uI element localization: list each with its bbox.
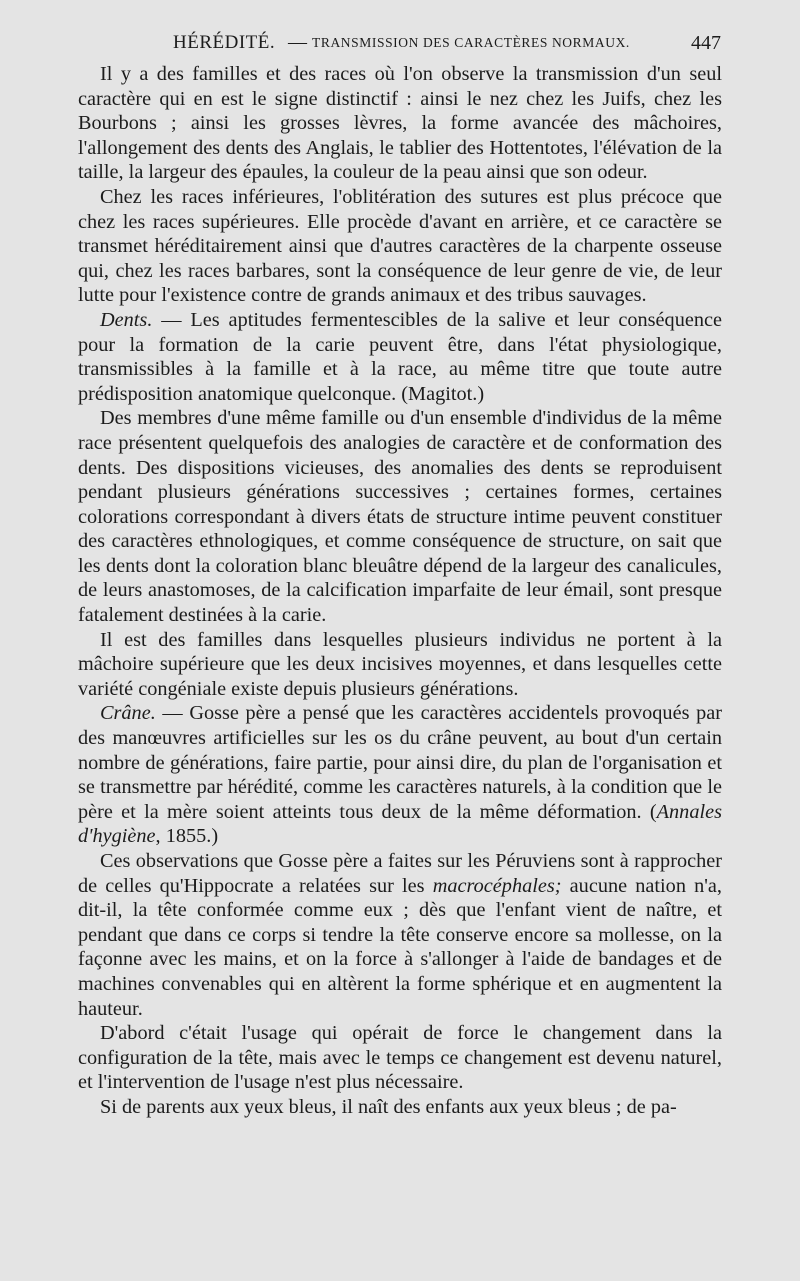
running-subtitle: TRANSMISSION DES CARACTÈRES NORMAUX. xyxy=(312,35,630,50)
header-dash: — xyxy=(288,32,307,53)
running-header xyxy=(78,30,723,56)
paragraph-text: — Gosse père a pensé que les caractères accidentels provoqués par des manœuvres artificielles sur les os du crâne peuvent, au bout d'un certain nombre de générations, faire partie, pour ainsi dire, du plan de l'organisation et se transmettre par hérédité, comme les caractères naturels, à la condition que le père et la mère soient atteints tous deux de la même déformation. ( xyxy=(78,702,722,823)
body-text xyxy=(78,62,722,1120)
running-title: HÉRÉDITÉ. xyxy=(173,32,276,53)
paragraph-heredity-families xyxy=(78,62,722,185)
paragraph-text: aucune nation n'a, dit-il, la tête conformée comme eux ; dès que l'enfant vient de naître, et pendant que dans ce corps si tendre la tête conserve encore sa mollesse, on la façonne avec les mains, et on la force à s'allonger à l'aide de bandages et de machines convenables qui en altèrent la forme sphérique et en augmentent la hauteur. xyxy=(78,874,722,1020)
paragraph-text: D'abord c'était l'usage qui opérait de force le changement dans la configuration de la tête, mais avec le temps ce changement est devenu naturel, et l'intervention de l'usage n'est plus nécessaire. xyxy=(78,1022,722,1094)
paragraph-incisives xyxy=(78,628,722,702)
paragraph-text: Ces observations que Gosse père a faites sur les Péruviens sont à rapprocher de celles qu'Hippocrate a relatées sur les xyxy=(78,850,722,897)
paragraph-text: Il y a des familles et des races où l'on observe la transmission d'un seul caractère qui en est le signe distinctif : ainsi le nez chez les Juifs, chez les Bourbons ; ainsi les grosses lèvres, la forme avancée des mâchoires, l'allongement des dents des Anglais, le tablier des Hottentotes, l'élévation de la taille, la largeur des épaules, la couleur de la peau ainsi que son odeur. xyxy=(78,63,722,184)
paragraph-crane xyxy=(78,701,722,849)
paragraph-sutures xyxy=(78,185,722,308)
paragraph-text: Si de parents aux yeux bleus, il naît des enfants aux yeux bleus ; de pa- xyxy=(100,1095,677,1118)
paragraph-dents xyxy=(78,308,722,406)
citation-year: , 1855.) xyxy=(155,825,219,848)
citation-title: Annales d'hygiène xyxy=(78,800,722,848)
paragraph-text: Des membres d'une même famille ou d'un ensemble d'individus de la même race présentent quelquefois des analogies de caractère et de conformation des dents. Des dispositions vicieuses, des anomalies des dents se reproduisent pendant plusieurs générations successives ; certaines formes, certaines colorations correspondant à divers états de structure intime peuvent constituer des caractères ethnologiques, et comme conséquence de structure, on sait que les dents dont la coloration blanc bleuâtre dépend de la largeur des canalicules, de leurs anastomoses, de la calcification imparfaite de leur émail, sont presque fatalement destinées à la carie. xyxy=(78,407,722,627)
paragraph-dental-analogies xyxy=(78,406,722,627)
paragraph-text: Chez les races inférieures, l'oblitération des sutures est plus précoce que chez les races supérieures. Elle procède d'avant en arrière, et ce caractère se transmet héréditairement ainsi que d'autres caractères de la charpente osseuse qui, chez les races barbares, sont la conséquence de leur genre de vie, de leur lutte pour l'existence contre de grands animaux et des tribus sauvages. xyxy=(78,185,722,307)
paragraph-usage xyxy=(78,1021,722,1095)
paragraph-yeux-bleus xyxy=(78,1095,722,1120)
section-lead-dents: Dents. xyxy=(100,308,153,331)
paragraph-text: — Les aptitudes fermentescibles de la salive et leur conséquence pour la formation de la carie peuvent être, dans l'état physiologique, transmissibles à la famille et à la race, au même titre que toute autre prédisposition anatomique quelconque. (Magitot.) xyxy=(78,308,722,405)
paragraph-hippocrate xyxy=(78,849,722,1021)
section-lead-crane: Crâne. xyxy=(100,702,156,725)
italic-term: macrocéphales; xyxy=(432,874,562,897)
page-number: 447 xyxy=(691,32,721,54)
paragraph-text: Il est des familles dans lesquelles plusieurs individus ne portent à la mâchoire supérieure que les deux incisives moyennes, et dans lesquelles cette variété congéniale existe depuis plusieurs générations. xyxy=(78,628,722,700)
